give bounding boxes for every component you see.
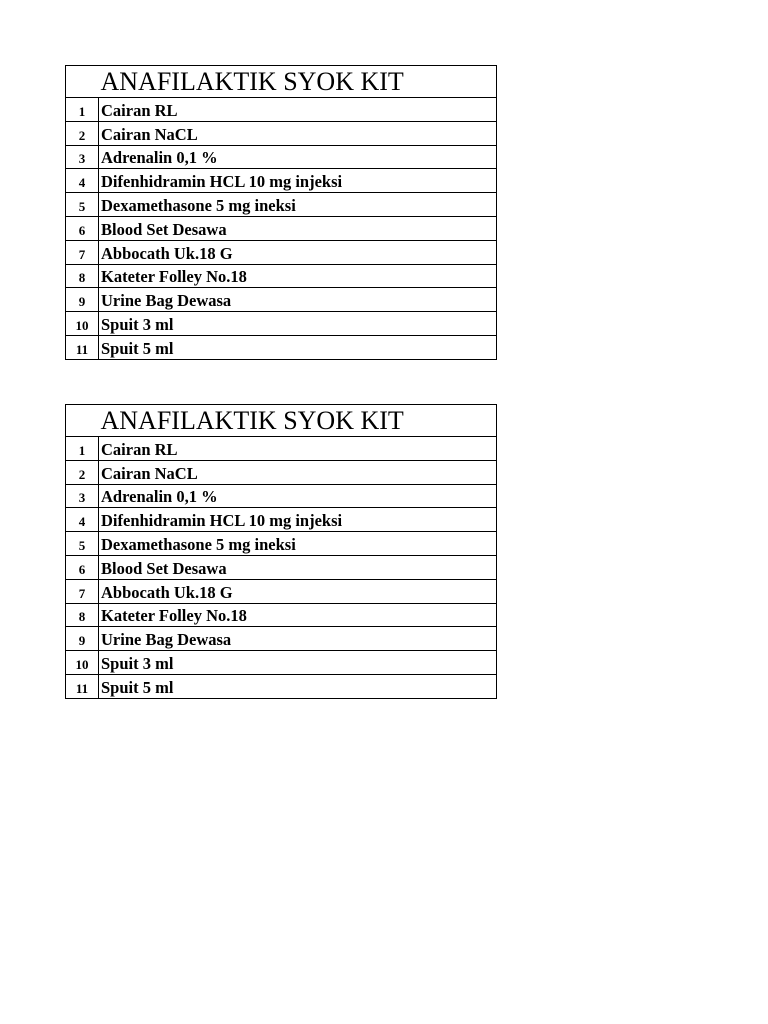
kit-table-2 <box>65 404 497 699</box>
row-number: 5 <box>66 532 99 556</box>
title-spacer-cell <box>66 66 99 98</box>
row-item: Kateter Folley No.18 <box>99 603 497 627</box>
table-row <box>66 603 497 627</box>
row-item: Cairan NaCL <box>99 460 497 484</box>
row-number: 2 <box>66 121 99 145</box>
table-row <box>66 193 497 217</box>
row-number: 3 <box>66 145 99 169</box>
row-item: Blood Set Desawa <box>99 216 497 240</box>
table-header-row <box>66 66 497 98</box>
table-row <box>66 437 497 461</box>
row-item: Dexamethasone 5 mg ineksi <box>99 193 497 217</box>
table-row <box>66 312 497 336</box>
table-row <box>66 627 497 651</box>
table-row <box>66 579 497 603</box>
row-item: Abbocath Uk.18 G <box>99 579 497 603</box>
row-number: 7 <box>66 579 99 603</box>
kit-title: ANAFILAKTIK SYOK KIT <box>99 66 497 98</box>
row-item: Difenhidramin HCL 10 mg injeksi <box>99 169 497 193</box>
row-number: 9 <box>66 288 99 312</box>
table-row <box>66 216 497 240</box>
row-number: 10 <box>66 651 99 675</box>
table-row <box>66 335 497 359</box>
row-item: Spuit 3 ml <box>99 312 497 336</box>
table-row <box>66 555 497 579</box>
row-number: 11 <box>66 335 99 359</box>
row-item: Urine Bag Dewasa <box>99 288 497 312</box>
table-row <box>66 145 497 169</box>
table-header-row <box>66 405 497 437</box>
table-row <box>66 169 497 193</box>
row-number: 7 <box>66 240 99 264</box>
table-row <box>66 240 497 264</box>
row-number: 2 <box>66 460 99 484</box>
title-spacer-cell <box>66 405 99 437</box>
row-item: Cairan RL <box>99 98 497 122</box>
row-number: 6 <box>66 216 99 240</box>
table-row <box>66 288 497 312</box>
row-item: Cairan NaCL <box>99 121 497 145</box>
table-row <box>66 264 497 288</box>
row-number: 6 <box>66 555 99 579</box>
row-item: Adrenalin 0,1 % <box>99 484 497 508</box>
table-row <box>66 98 497 122</box>
row-item: Spuit 3 ml <box>99 651 497 675</box>
row-number: 5 <box>66 193 99 217</box>
table-row <box>66 508 497 532</box>
row-item: Abbocath Uk.18 G <box>99 240 497 264</box>
table-row <box>66 121 497 145</box>
table-row <box>66 532 497 556</box>
row-item: Adrenalin 0,1 % <box>99 145 497 169</box>
row-number: 11 <box>66 674 99 698</box>
row-item: Difenhidramin HCL 10 mg injeksi <box>99 508 497 532</box>
row-number: 4 <box>66 169 99 193</box>
row-number: 9 <box>66 627 99 651</box>
table-row <box>66 460 497 484</box>
row-item: Spuit 5 ml <box>99 674 497 698</box>
row-item: Cairan RL <box>99 437 497 461</box>
row-item: Urine Bag Dewasa <box>99 627 497 651</box>
row-number: 3 <box>66 484 99 508</box>
kit-table-1 <box>65 65 497 360</box>
row-number: 4 <box>66 508 99 532</box>
row-item: Dexamethasone 5 mg ineksi <box>99 532 497 556</box>
row-item: Blood Set Desawa <box>99 555 497 579</box>
row-number: 1 <box>66 98 99 122</box>
table-row <box>66 651 497 675</box>
table-row <box>66 674 497 698</box>
row-number: 8 <box>66 603 99 627</box>
row-number: 8 <box>66 264 99 288</box>
row-number: 10 <box>66 312 99 336</box>
row-number: 1 <box>66 437 99 461</box>
row-item: Kateter Folley No.18 <box>99 264 497 288</box>
row-item: Spuit 5 ml <box>99 335 497 359</box>
table-row <box>66 484 497 508</box>
kit-title: ANAFILAKTIK SYOK KIT <box>99 405 497 437</box>
